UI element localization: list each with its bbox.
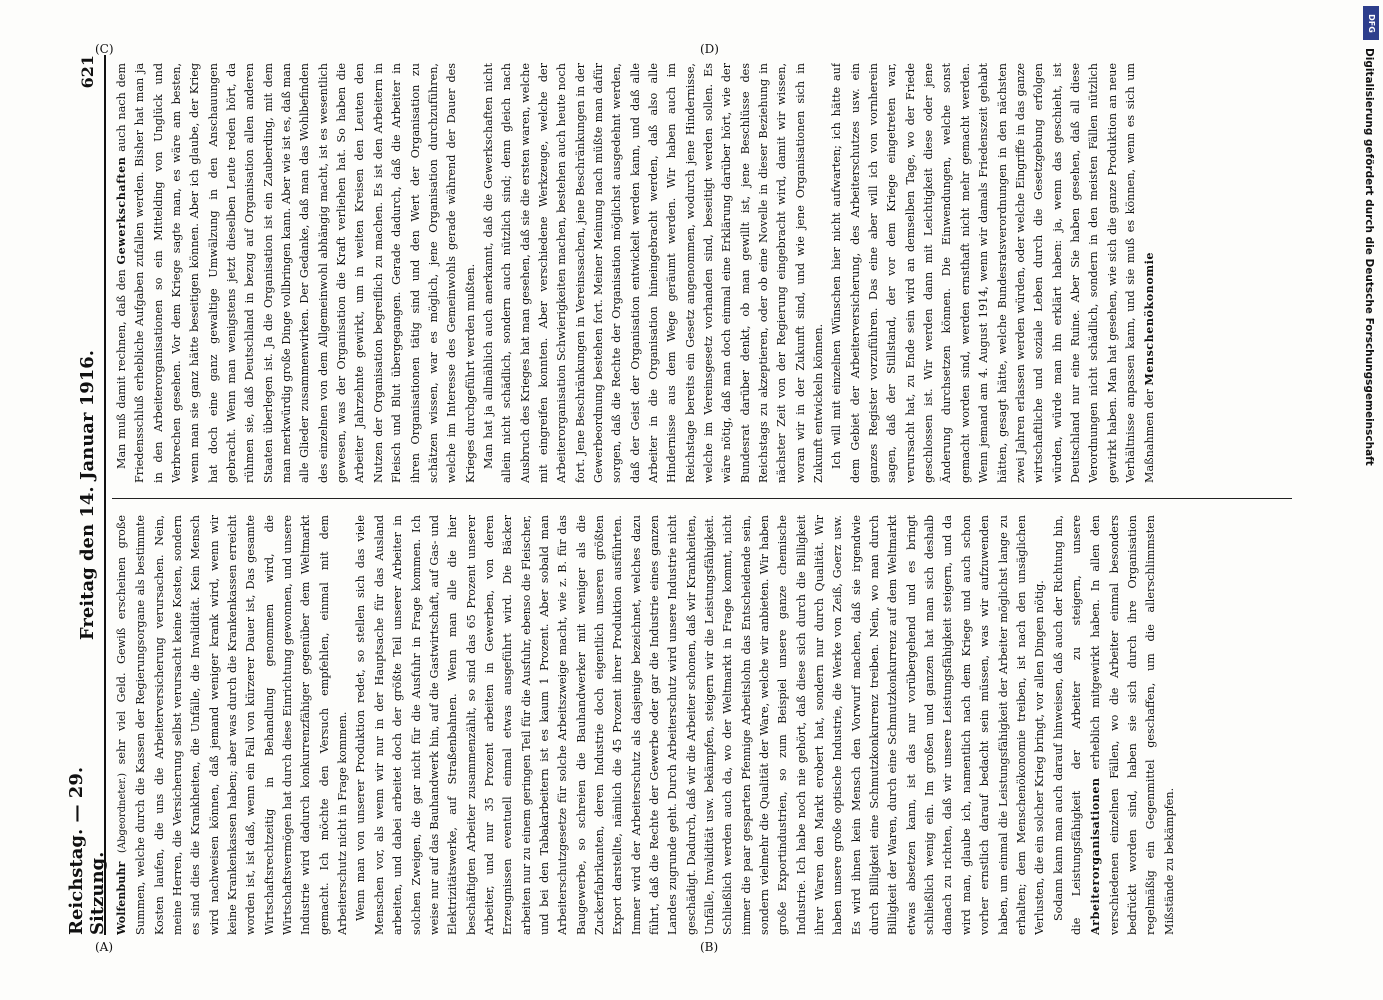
right-p1-start: Man muß damit rechnen, daß den xyxy=(115,269,128,469)
header-date: Freitag den 14. Januar 1916. xyxy=(76,349,98,641)
page-header xyxy=(66,55,108,935)
dfg-logo xyxy=(1363,6,1379,40)
left-p3-start: Sodann kann man auch darauf hinweisen, daß auch der Richtung hin, die Leistungsfähigkeit der Arbeiter zu steigern, unsere xyxy=(1051,515,1083,935)
page-number: 621 xyxy=(77,55,97,89)
speaker-note: (Abgeordneter.) xyxy=(117,772,128,854)
rotated-sheet xyxy=(66,55,1305,935)
right-p1-end: auch nach dem Friedensschluß erhebliche Aufgaben zufallen werden. Bisher hat man ja in den Arbeiterorganisationen so ein Mittelding von Unglück und Verbrechen gesehen. Vor dem Kriege sagte man, es wäre am besten, wenn man sie ganz hätte beseitigen können. Aber ich glaube, der Krieg hat doch eine ganz gewaltige Umwälzung in den Anschauungen gebracht. Wenn man wenigstens jetzt dieselben Leute reden hört, da rühmen sie, daß Deutschland in bezug auf Organisation allen anderen Staaten überlegen ist. Ja die Organisation ist ein Zauberding, mit dem man merkwürdig große Dinge vollbringen kann. Aber wie ist es, daß man alle Glieder zusammenwirken. Der Gedanke, daß man das Wohlbefinden des einzelnen von dem Allgemeinwohl abhängig macht, ist es wesentlich gewesen, was der Organisation die Kraft verliehen hat. So haben die Arbeiter Jahrzehnte gewirkt, um in weiten Kreisen den Leuten den Nutzen der Organisation begreiflich zu machen. Es ist den Arbeitern in Fleisch und Blut übergegangen. Gerade dadurch, daß die Arbeiter in ihren Organisationen tätig sind und den Wert der Organisation zu schätzen wissen, war es möglich, jene Organisation durchzuführen, welche im Interesse des Gemeinwohls gerade während der Dauer des Krieges durchgeführt werden mußten. xyxy=(115,63,477,483)
marker-d: (D) xyxy=(700,42,719,56)
right-p3-emphasis: Menschenökonomie xyxy=(1142,252,1157,386)
marker-b: (B) xyxy=(700,940,719,954)
left-paragraph-1 xyxy=(112,515,352,935)
left-p3-end: erheblich mitgewirkt haben. In allen den verschiedenen einzelnen Fällen, wo die Arbeiter einmal besonders bedrückt worden sind, haben sie sich durch ihre Organisation regelmäßig ein Gegenmittel geschaffen, um die allerschlimmsten Mißstände zu bekämpfen. xyxy=(1089,515,1176,935)
speaker-name: Wolfenbuhr xyxy=(114,861,128,935)
digitization-credit xyxy=(1359,48,1377,1000)
right-p1-emphasis: Gewerkschaften xyxy=(114,156,128,265)
marker-a: (A) xyxy=(95,940,114,954)
credit-text: Digitalisierung gefördert durch die Deutsche Forschungsgemeinschaft xyxy=(1363,48,1375,466)
right-paragraph-2 xyxy=(480,63,829,483)
left-paragraph-3 xyxy=(1050,515,1179,935)
right-column xyxy=(112,63,1292,483)
header-left: Reichstag. — 29. Sitzung. xyxy=(66,766,108,935)
column-divider xyxy=(112,498,1292,499)
left-column xyxy=(112,515,1292,935)
right-paragraph-1 xyxy=(112,63,480,483)
left-paragraph-2 xyxy=(352,515,1049,935)
right-p3-text: Ich will mit einzelnen Wünschen hier nicht aufwarten; ich hätte auf dem Gebiet der Arbeiterversicherung, des Arbeiterschutzes usw. ein ganzes Register vorzuführen. Das eine aber will ich von vornherein sagen, daß der Stillstand, der vor dem Kriege eingetreten war, verursacht hat, zu Ende sein wird an demselben Tage, wo der Friede geschlossen ist. Wir werden dann mit Leichtigkeit diese oder jene Änderung durchsetzen können. Die Einwendungen, welche sonst gemacht worden sind, werden ernsthaft nicht mehr gemacht werden. Wenn jemand am 4. August 1914, wenn wir damals Friedenszeit gehabt hätten, gesagt hätte, welche Bundesratsverordnungen in den nächsten zwei Jahren erlassen werden würden, oder welche Eingriffe in das ganze wirtschaftliche und soziale Leben durch die Gesetzgebung erfolgen würden, würde man ihn erklärt haben: ja, wenn das geschieht, ist Deutschland nur eine Ruine. Aber Sie haben gesehen, daß all diese Verordnungen nicht schädlich, sondern in den meisten Fällen nützlich gewirkt haben. Man hat gesehen, wie sich die ganze Produktion an neue Verhältnisse anpassen kann, und sie muß es können, wenn es sich um Maßnahmen der xyxy=(830,63,1157,483)
right-paragraph-3 xyxy=(828,63,1159,483)
dfg-logo-text: DFG xyxy=(1366,13,1376,33)
left-p3-emphasis: Arbeiterorganisationen xyxy=(1088,777,1103,935)
left-p1-text: sehr viel Geld. Gewiß erscheinen große Summen, welche durch die Kassen der Regierungsorgane als bestimmte Kosten laufen, die uns die Arbeiterversicherung verursachen. Nein, meine Herren, die Versicherung selbst verursacht keine Kosten, sondern es sind dies die Krankheiten, die Unfälle, die Invalidität. Kein Mensch wird nachweisen können, daß jemand weniger krank wird, wenn wir keine Krankenkassen haben; aber was durch die Krankenkassen erreicht worden ist, ist daß, wenn ein Fall von kürzerer Dauer ist, Das gesamte Wirtschaftsrechtzeitig in Behandlung genommen wird, die Wirtschaftsvermögen hat durch diese Einrichtung gewonnen, und unsere Industrie wird dadurch konkurrenzfähiger gegenüber dem Weltmarkt gemacht. Ich möchte den Versuch empfehlen, einmal mit dem Arbeiterschutz nicht in Frage kommen. xyxy=(115,515,350,935)
right-p2-text: Man hat ja allmählich auch anerkannt, daß die Gewerkschaften nicht allein nicht schädlich, sondern auch nützlich sind; denn gleich nach Ausbruch des Krieges hat man gesehen, daß sie die ersten waren, welche mit eingreifen konnten. Aber verschiedene Werkzeuge, welche der Arbeiterorganisation Schwierigkeiten machen, bestehen auch heute noch fort. Jene Beschränkungen in Vereinssachen, jene Beschränkungen in der Gewerbeordnung bestehen fort. Meiner Meinung nach müßte man dafür sorgen, daß die Rechte der Organisation möglichst ausgedehnt werden, daß der Geist der Organisation entwickelt werden kann, und daß alle Arbeiter in die Organisation hineingebracht werden, daß also alle Hindernisse aus dem Wege geräumt werden. Wir haben auch im Reichstage bereits ein Gesetz angenommen, wodurch jene Hindernisse, welche im Vereinsgesetz vorhanden sind, beseitigt werden sollen. Es wäre nötig, daß man doch einmal eine Erklärung darüber hört, wie der Bundesrat darüber denkt, ob man gewillt ist, jene Beschlüsse des Reichstags zu akzeptieren, oder ob eine Novelle in dieser Beziehung in nächster Zeit von der Regierung eingebracht wird, damit wir wissen, woran wir in der Zukunft sind, und wie jene Organisationen sich in Zukunft entwickeln können. xyxy=(481,63,826,483)
left-p2-text: Wenn man von unserer Produktion redet, so stellen sich das viele Menschen vor, als wenn wir nur in der Hauptsache für das Ausland arbeiten, und dabei arbeitet doch der größte Teil unserer Arbeiter in solchen Zweigen, die gar nicht für die Ausfuhr in Frage kommen. Ich weise nur auf das Bauhandwerk hin, auf die Gastwirtschaft, auf Gas- und Elektrizitätswerke, auf Straßenbahnen. Wenn man alle die hier beschäftigten Arbeiter zusammenzählt, so sind das 65 Prozent unserer Arbeiter, und nur 35 Prozent arbeiten in Gewerben, von deren Erzeugnissen eventuell einmal etwas ausgeführt wird. Die Bäcker arbeiten nur zu einem geringen Teil für die Ausfuhr, ebenso die Fleischer, und bei den Tabakarbeitern ist es kaum 1 Prozent. Aber sobald man Arbeiterschutzgesetze für solche Arbeitszweige macht, wie z. B. für das Baugewerbe, so schreien die Bauhandwerker mit weniger als die Zuckerfabrikanten, deren Industrie doch eigentlich unseren größten Export darstellte, nämlich die 45 Prozent ihrer Produktion ausführten. Immer wird der Arbeiterschutz als dasjenige bezeichnet, welches dazu führt, daß die Rechte der Gewerbe oder gar die Industrie eines ganzen Landes zugrunde geht. Durch Arbeiterschutz wird unsere Industrie nicht geschädigt. Dadurch, daß wir die Arbeiter schonen, daß wir Krankheiten, Unfälle, Invalidität usw. bekämpfen, steigern wir die Leistungsfähigkeit. Schließlich werden auch da, wo der Weltmarkt in Frage kommt, nicht immer die paar gesparten Pfennige Arbeitslohn das Entscheidende sein, sondern vielmehr die Qualität der Ware, welche wir anbieten. Wir haben große Exportindustrien, so zum Beispiel unsere ganze chemische Industrie. Ich habe noch nie gehört, daß diese sich durch die Billigkeit ihrer Waren den Markt erobert hat, sondern nur durch Qualität. Wir haben unsere große optische Industrie, die Werke von Zeiß, Goerz usw. Es wird ihnen kein Mensch den Vorwurf machen, daß sie irgendwie durch Billigkeit eine Schmutzkonkurrenz treiben. Nein, wo man durch Billigkeit der Waren, durch eine Schmutzkonkurrenz auf dem Weltmarkt etwas absetzen kann, ist das nur vorübergehend und es bringt schließlich wenig ein. Im großen und ganzen hat man sich deshalb danach zu richten, daß wir unsere Leistungsfähigkeit steigern, und da wird man, glaube ich, namentlich nach dem Kriege und auch schon vorher ernstlich darauf bedacht sein müssen, was wir aufzuwenden haben, um einmal die Leistungsfähigkeit der Arbeiter möglichst lange zu erhalten; dem Menschenökonomie treiben, ist nach den unsäglichen Verlusten, die ein solcher Krieg bringt, vor allen Dingen nötig. xyxy=(354,515,1047,935)
marker-c: (C) xyxy=(95,42,114,56)
